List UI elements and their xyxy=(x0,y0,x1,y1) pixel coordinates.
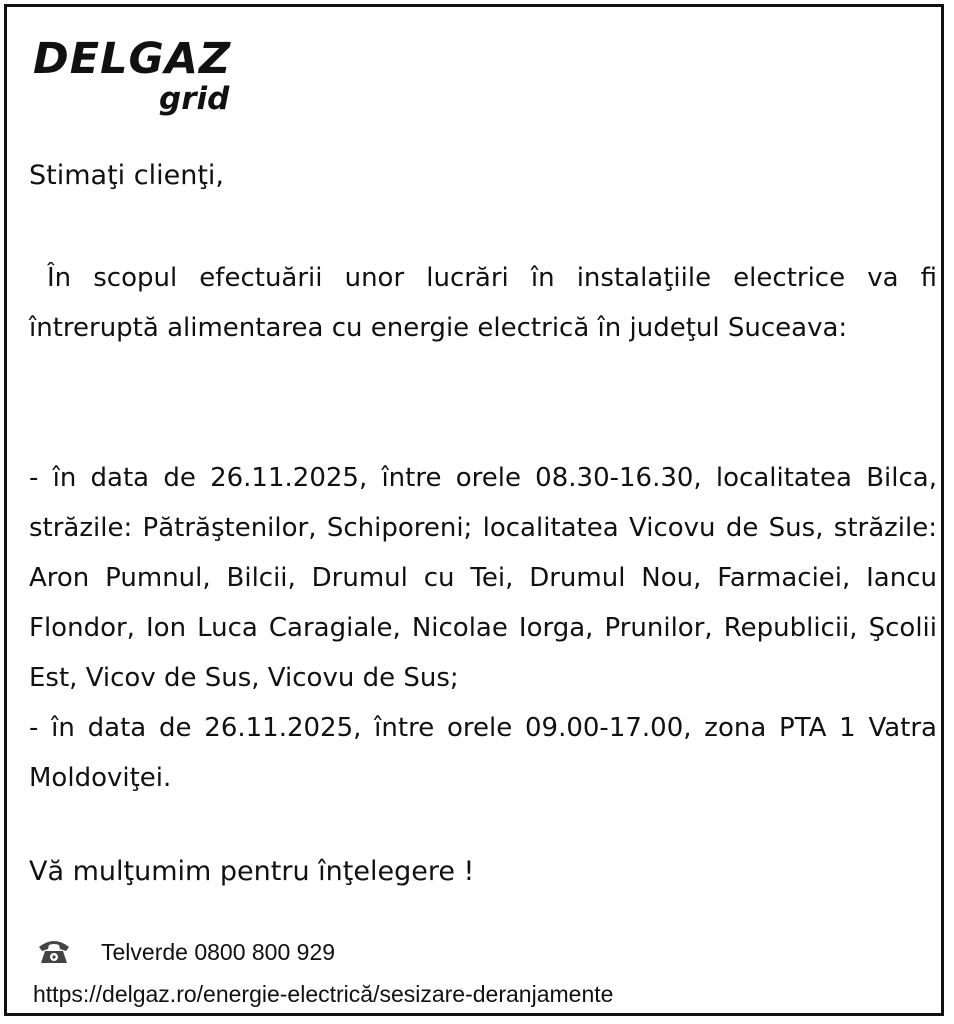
report-url[interactable]: https://delgaz.ro/energie-electrică/sesizare-deranjamente xyxy=(33,981,614,1007)
outage-item-2: - în data de 26.11.2025, între orele 09.00-17.00, zona PTA 1 Vatra Moldoviţei. xyxy=(29,713,937,793)
greeting: Stimaţi clienţi, xyxy=(29,160,224,191)
logo-wordmark: DELGAZ xyxy=(33,34,232,84)
outage-item-1: - în data de 26.11.2025, între orele 08.30-16.30, localitatea Bilca, străzile: Pătrăştenilor, Schiporeni; localitatea Vicovu de Sus, străzile: Aron Pumnul, Bilcii, Drumul cu Tei, Drumul Nou, Farmaciei, Iancu Flondor, Ion Luca Caragiale, Nicolae Iorga, Prunilor, Republicii, Şcolii Est, Vicov de Sus, Vicovu de Sus; xyxy=(29,463,937,693)
logo-subtitle: grid xyxy=(159,81,230,117)
phone-contact xyxy=(29,933,529,971)
phone-number: Telverde 0800 800 929 xyxy=(101,939,336,965)
notice-frame xyxy=(4,4,944,1016)
intro-paragraph: În scopul efectuării unor lucrări în instalaţiile electrice va fi întreruptă alimentarea cu energie electrică în judeţul Suceava: xyxy=(29,263,937,343)
delgaz-grid-logo xyxy=(33,33,253,119)
phone-icon xyxy=(37,937,71,965)
thanks-line: Vă mulţumim pentru înţelegere ! xyxy=(29,856,475,887)
